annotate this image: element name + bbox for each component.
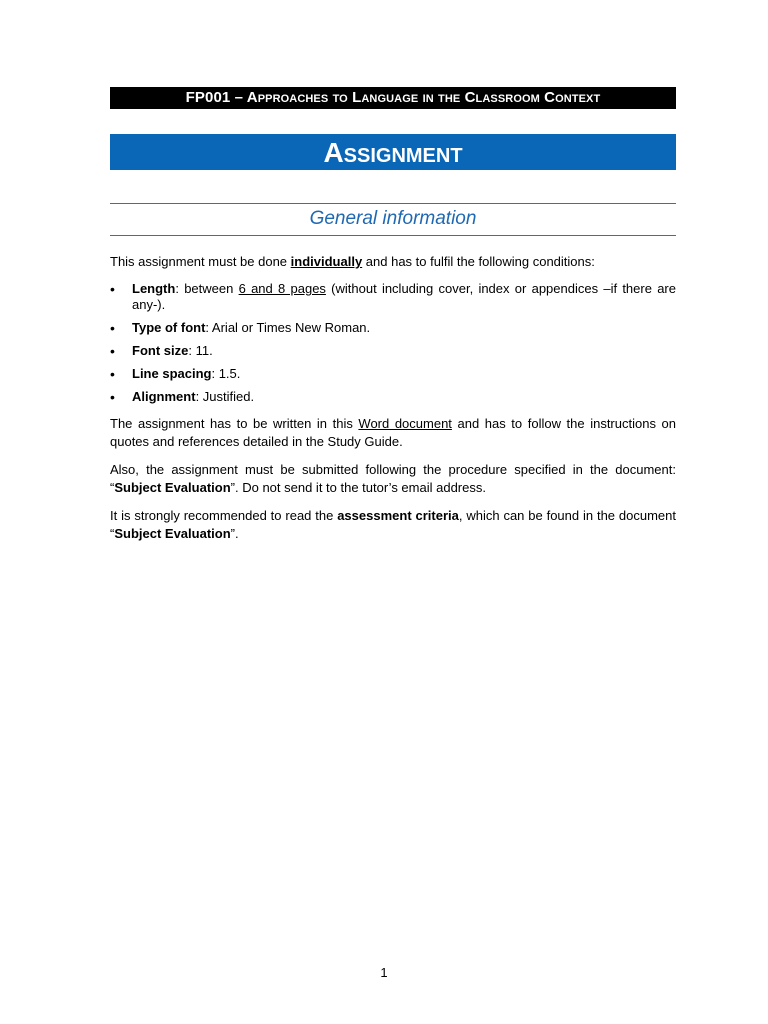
condition-underlined: 6 and 8 pages: [238, 281, 326, 296]
subject-evaluation-bold: Subject Evaluation: [114, 480, 231, 495]
submission-paragraph: [110, 461, 676, 497]
page-number: 1: [380, 965, 388, 980]
criteria-paragraph: [110, 507, 676, 543]
condition-label: Length: [132, 281, 176, 296]
paragraph-text: The assignment has to be written in this: [110, 416, 359, 431]
condition-font-size: [110, 343, 676, 359]
section-heading: [110, 203, 676, 236]
intro-paragraph: [110, 253, 676, 271]
intro-text-before: This assignment must be done: [110, 254, 291, 269]
intro-emphasis: individually: [290, 254, 363, 269]
condition-line-spacing: [110, 366, 676, 382]
paragraph-text: and has to follow the instructions on quotes and references detailed in the Study Guide.: [110, 416, 676, 449]
condition-text: : between: [175, 281, 239, 296]
assessment-criteria-bold: assessment criteria: [337, 508, 459, 523]
condition-text: : Justified.: [195, 389, 255, 404]
paragraph-text: , which can be found in the document “: [110, 508, 676, 541]
condition-text: : Arial or Times New Roman.: [205, 320, 371, 335]
word-document-paragraph: [110, 415, 676, 451]
condition-label: Line spacing: [132, 366, 212, 381]
assignment-title-bar: [110, 134, 676, 170]
paragraph-text: ”.: [230, 526, 239, 541]
section-title: General information: [309, 208, 477, 229]
condition-font-type: [110, 320, 676, 336]
condition-label: Type of font: [132, 320, 206, 335]
bullet-icon: •: [110, 389, 115, 405]
assignment-title: Assignment: [323, 137, 463, 168]
bullet-icon: •: [110, 281, 115, 297]
subject-evaluation-bold: Subject Evaluation: [114, 526, 231, 541]
bullet-icon: •: [110, 366, 115, 382]
condition-alignment: [110, 389, 676, 405]
conditions-list: [110, 281, 676, 405]
word-document-underlined: Word document: [358, 416, 452, 431]
document-body: [110, 87, 676, 543]
condition-text: : 11.: [188, 343, 213, 358]
condition-label: Alignment: [132, 389, 196, 404]
intro-text-after: and has to fulfil the following conditions:: [362, 254, 595, 269]
paragraph-text: It is strongly recommended to read the: [110, 508, 338, 523]
bullet-icon: •: [110, 343, 115, 359]
course-title: FP001 – Approaches to Language in the Classroom Context: [185, 89, 601, 106]
bullet-icon: •: [110, 320, 115, 336]
condition-label: Font size: [132, 343, 189, 358]
condition-length: [110, 281, 676, 313]
paragraph-text: ”. Do not send it to the tutor’s email address.: [230, 480, 486, 495]
condition-text: : 1.5.: [211, 366, 241, 381]
condition-text: (without including cover, index or appendices –if there are any-).: [132, 281, 676, 312]
course-title-bar: [110, 87, 676, 109]
paragraph-text: Also, the assignment must be submitted following the procedure specified in the document: “: [110, 462, 676, 495]
